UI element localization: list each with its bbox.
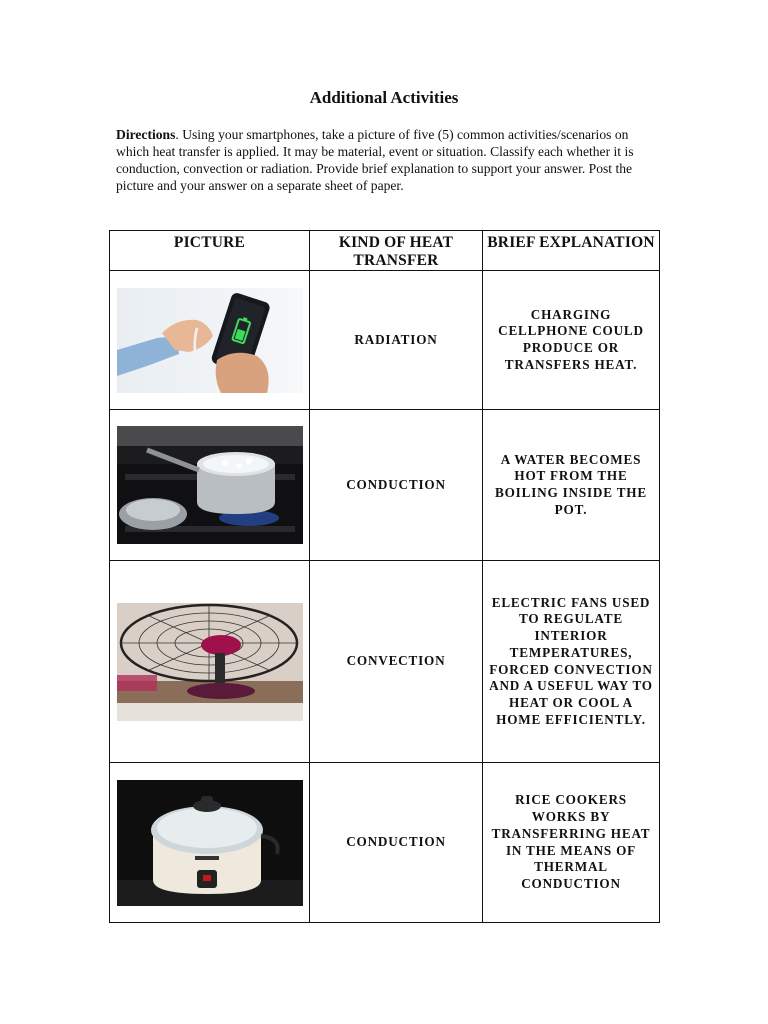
explanation-cell: A WATER BECOMES HOT FROM THE BOILING INSIDE THE POT. <box>483 410 660 561</box>
kind-cell: RADIATION <box>310 271 483 410</box>
picture-cell <box>110 271 310 410</box>
directions-text: . Using your smartphones, take a picture of five (5) common activities/scenarios on which heat transfer is applied. It may be material, event or situation. Classify each whether it is conduction, convection or radiation. Provide brief explanation to support your answer. Post the picture and your answer on a separate sheet of paper. <box>116 127 634 193</box>
kind-cell: CONVECTION <box>310 561 483 763</box>
picture-cell <box>110 763 310 923</box>
header-picture: PICTURE <box>110 231 310 271</box>
explanation-cell: CHARGING CELLPHONE COULD PRODUCE OR TRANSFERS HEAT. <box>483 271 660 410</box>
picture-cell <box>110 561 310 763</box>
header-kind: KIND OF HEAT TRANSFER <box>310 231 483 271</box>
explanation-cell: ELECTRIC FANS USED TO REGULATE INTERIOR TEMPERATURES, FORCED CONVECTION AND A USEFUL WAY TO HEAT OR COOL A HOME EFFICIENTLY. <box>483 561 660 763</box>
page-title: Additional Activities <box>309 88 459 107</box>
rice-cooker-photo <box>117 780 303 906</box>
explanation-cell: RICE COOKERS WORKS BY TRANSFERRING HEAT IN THE MEANS OF THERMAL CONDUCTION <box>483 763 660 923</box>
heat-transfer-table <box>109 230 660 923</box>
electric-fan-photo <box>117 603 303 721</box>
charging-phone-photo <box>117 288 303 393</box>
table-header-row <box>110 231 660 271</box>
table-row <box>110 763 660 923</box>
table-row <box>110 271 660 410</box>
directions-paragraph <box>116 126 636 194</box>
directions-label: Directions <box>116 127 176 142</box>
kind-cell: CONDUCTION <box>310 410 483 561</box>
table-row <box>110 561 660 763</box>
picture-cell <box>110 410 310 561</box>
boiling-pot-photo <box>117 426 303 544</box>
table-row <box>110 410 660 561</box>
kind-cell: CONDUCTION <box>310 763 483 923</box>
header-explanation: BRIEF EXPLANATION <box>483 231 660 271</box>
